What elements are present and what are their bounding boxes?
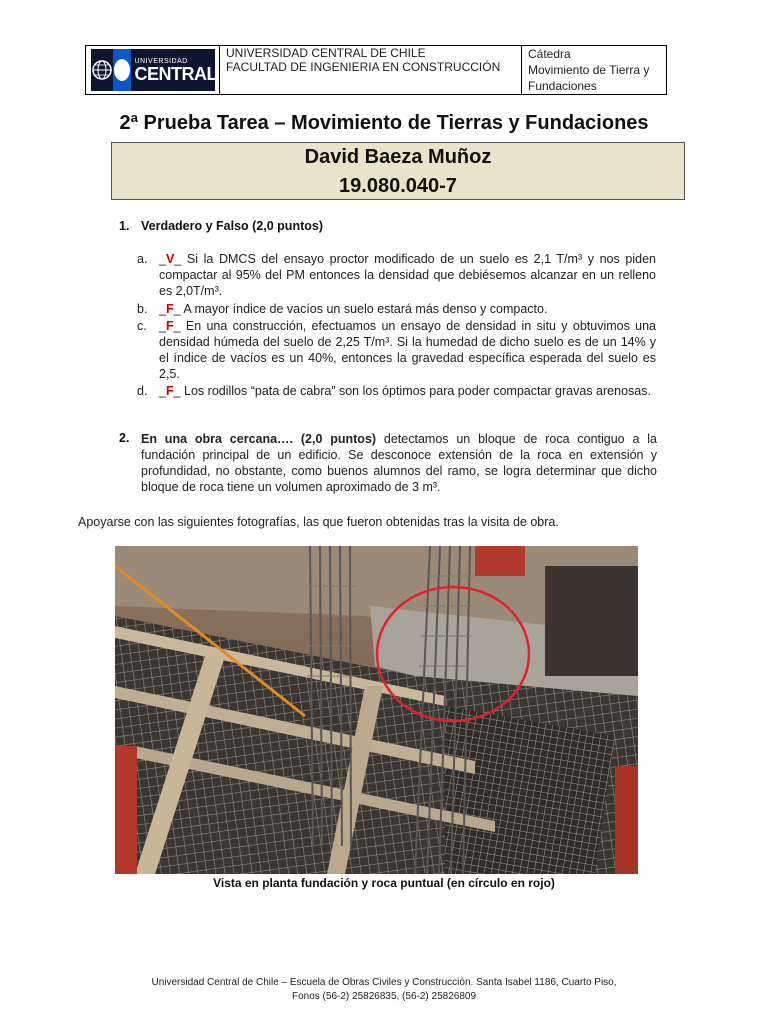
item-a-letter: a.: [137, 252, 148, 266]
logo-small-text: UNIVERSIDAD: [134, 57, 188, 65]
question-2-body: [141, 431, 657, 495]
faculty-name: FACULTAD DE INGENIERIA EN CONSTRUCCIÓN: [226, 60, 501, 74]
item-c-pre: _: [159, 319, 166, 333]
item-b-answer: F: [165, 302, 174, 316]
item-c-answer: F: [165, 319, 174, 333]
item-a-text: Si la DMCS del ensayo proctor modificado de un suelo es 2,1 T/m³ y nos piden compactar al 95% del PM entonces la densidad que debiésemos alcanzar en un relleno es 2,0T/m³.: [159, 252, 656, 298]
course-name-line2: Fundaciones: [528, 79, 597, 93]
student-rut: 19.080.040-7: [339, 175, 457, 197]
item-d-answer: F: [165, 384, 174, 398]
item-b-text: A mayor índice de vacíos un suelo estará más denso y compacto.: [183, 302, 548, 316]
question-1-heading: Verdadero y Falso (2,0 puntos): [141, 219, 323, 233]
question-2-number: 2.: [119, 431, 130, 445]
logo-cell: [86, 46, 220, 94]
item-a-answer: V: [165, 252, 175, 266]
item-d-pre: _: [159, 384, 166, 398]
foundation-photo: [115, 546, 638, 874]
footer-phones: Fonos (56-2) 25826835, (56-2) 25826809: [291, 991, 477, 1002]
student-box: [111, 142, 685, 200]
header-course: [522, 46, 666, 94]
item-a-post: _: [174, 252, 187, 266]
logo-text: [131, 58, 218, 83]
item-b: [159, 301, 656, 317]
question-2-text: detectamos un bloque de roca contiguo a la fundación principal de un edificio. Se desconoce extensión de la roca en extensión y profundidad, no obstante, como buenos alumnos del ramo, se logra determinar que dicho bloque de roca tiene un volumen aproximado de 3 m³.: [141, 432, 657, 494]
logo-big-text: CENTRAL: [134, 63, 217, 84]
student-name: David Baeza Muñoz: [304, 146, 492, 168]
item-d-post: _: [173, 384, 185, 398]
item-d-letter: d.: [137, 384, 148, 398]
photo-caption: Vista en planta fundación y roca puntual (en círculo en rojo): [213, 876, 555, 890]
item-d-text: Los rodillos “pata de cabra” son los óptimos para poder compactar gravas arenosas.: [184, 384, 651, 398]
university-logo: [91, 49, 215, 91]
item-b-letter: b.: [137, 302, 148, 316]
item-a: [159, 251, 656, 299]
logo-emblem-icon: [113, 49, 131, 91]
item-c-post: _: [173, 319, 186, 333]
question-1-number: 1.: [119, 219, 130, 233]
item-b-pre: _: [159, 302, 166, 316]
question-2-heading: En una obra cercana…. (2,0 puntos): [141, 432, 377, 446]
item-c-letter: c.: [137, 319, 147, 333]
document-title: 2ª Prueba Tarea – Movimiento de Tierras y Fundaciones: [119, 112, 649, 134]
photos-intro: Apoyarse con las siguientes fotografías, las que fueron obtenidas tras la visita de obra.: [78, 515, 559, 529]
item-d: [159, 383, 656, 399]
item-a-pre: _: [159, 252, 166, 266]
item-c-text: En una construcción, efectuamos un ensayo de densidad in situ y obtuvimos una densidad húmeda del suelo de 2,25 T/m³. Si la humedad de dicho suelo es de un 14% y el índice de vacíos es un 40%, entonces la gravedad específica esperada del suelo es 2,5.: [159, 319, 656, 381]
page-footer: [0, 976, 768, 1004]
document-header: [85, 45, 667, 95]
footer-address: Universidad Central de Chile – Escuela de Obras Civiles y Construcción. Santa Isabel 1186, Cuarto Piso,: [151, 977, 617, 988]
university-name: UNIVERSIDAD CENTRAL DE CHILE: [226, 46, 426, 60]
foundation-photo-drawing: [115, 546, 638, 874]
course-name-line1: Movimiento de Tierra y: [528, 63, 650, 77]
item-b-post: _: [173, 302, 184, 316]
header-institution: [220, 46, 522, 94]
catedra-label: Cátedra: [528, 47, 571, 61]
item-c: [159, 318, 656, 382]
globe-icon: [91, 49, 113, 91]
